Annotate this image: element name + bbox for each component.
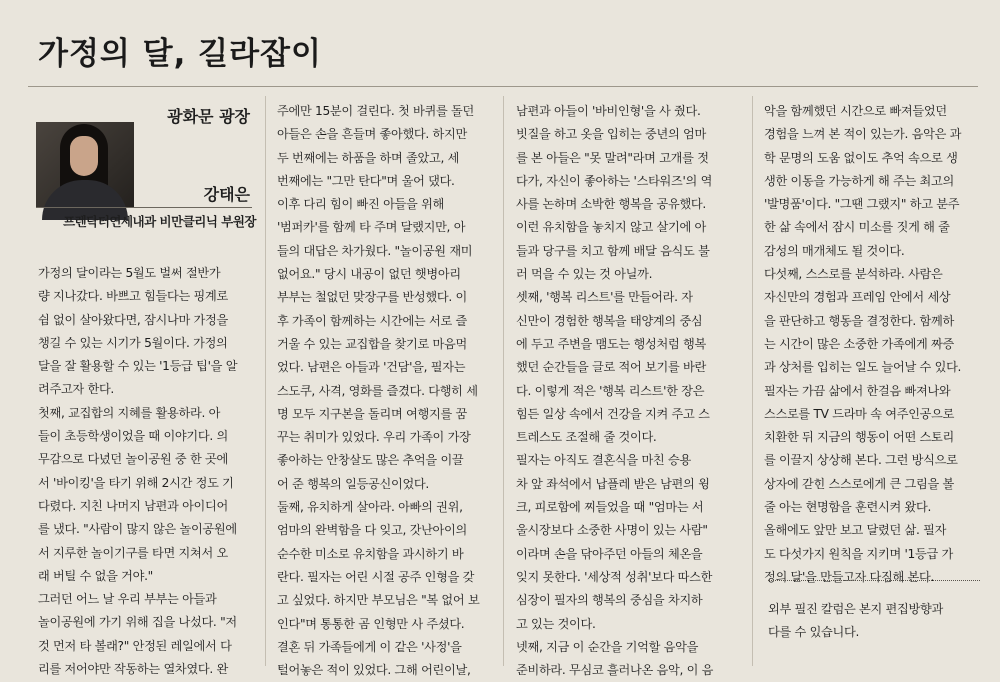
text-line: 심장이 필자의 행복의 중심을 차지하 [516,593,703,608]
text-line: 서 지루한 놀이기구를 타면 지쳐서 오 [38,545,228,560]
text-line: 이라며 손을 닦아주던 아들의 체온을 [516,546,703,561]
text-line: 줄 아는 현명함을 훈련시켜 왔다. [764,500,932,515]
text-line: 잊지 못한다. '세상적 성취'보다 따스한 [516,569,713,584]
text-line: 고 있는 것이다. [516,616,596,631]
text-line: 크, 피로함에 찌들었을 때 "엄마는 서 [516,500,704,515]
text-line: 울시장보다 소중한 사명이 있는 사람" [516,523,708,538]
text-line: 올해에도 앞만 보고 달렸던 삶. 필자 [764,523,947,538]
text-line: 서 '바이킹'을 타기 위해 2시간 정도 기 [38,475,234,490]
text-line: 꾸는 취미가 있었다. 우리 가족이 가장 [277,430,471,445]
text-line: 후 가족이 함께하는 시간에는 서로 즐 [277,313,467,328]
text-line: 스도쿠, 사격, 영화를 즐겼다. 다행히 세 [277,383,478,398]
column-divider [752,96,753,666]
article-column-4 [764,100,961,589]
text-line: 주에만 15분이 걸린다. 첫 바퀴를 돌던 [277,104,474,118]
text-line: 트레스도 조절해 줄 것이다. [516,430,657,445]
text-line: 에 두고 주변을 맴도는 행성처럼 행복 [516,336,706,351]
text-line: 둘째, 유치하게 살아라. 아빠의 권위, [277,500,463,515]
text-line: 정의 달'을 만들고자 다짐해 본다. [764,569,935,584]
text-line: 를 본 아들은 "못 말려"라며 고개를 젓 [516,150,709,165]
text-line: 다섯째, 스스로를 분석하라. 사람은 [764,267,943,282]
text-line: 생한 이동을 가능하게 해 주는 최고의 [764,173,954,188]
text-line: 과 상처를 입히는 일도 늘어날 수 있다. [764,360,962,375]
text-line: 래 버틸 수 없을 거야." [38,568,153,583]
text-line: 엄마의 완벽함을 다 잊고, 갓난아이의 [277,523,467,538]
text-line: 준비하라. 무심코 흘러나온 음악, 이 음 [516,663,714,678]
author-name: 강태은 [203,185,250,204]
text-line: 들과 당구를 치고 함께 배달 음식도 불 [516,243,710,258]
disclaimer-note [768,598,943,645]
column-divider [503,96,504,666]
text-line: 인다"며 통통한 곰 인형만 사 주셨다. [277,616,465,631]
article-title: 가정의 달, 길라잡이 [38,36,322,72]
text-line: 부부는 철없던 맞장구를 반성했다. 이 [277,290,467,305]
text-line: 악을 함께했던 시간으로 빠져들었던 [764,104,947,118]
text-line: 털어놓은 적이 있었다. 그해 어린이날, [277,663,471,678]
text-line: 그러던 어느 날 우리 부부는 아들과 [38,592,217,607]
text-line: 치환한 뒤 지금의 행동이 어떤 스토리 [764,430,954,445]
text-line: 놀이공원에 가기 위해 집을 나섰다. "저 [38,615,237,630]
text-line: 들의 대답은 차가웠다. "놀이공원 재미 [277,243,473,258]
text-line: 는 시간이 많은 소중한 가족에게 짜증 [764,336,954,351]
closing-rule [768,580,980,581]
text-line: 외부 필진 칼럼은 본지 편집방향과 [768,602,943,616]
text-line: 결혼 뒤 가족들에게 이 같은 '사정'을 [277,639,462,654]
text-line: 사를 논하며 소박한 행복을 공유했다. [516,197,706,212]
text-line: 필자는 가끔 삶에서 한걸음 빠져나와 [764,383,951,398]
text-line: 번째에는 "그만 탄다"며 울어 댔다. [277,173,455,188]
author-photo [36,122,134,208]
article-column-2 [277,100,479,682]
text-line: 려주고자 한다. [38,382,114,397]
text-line: '발명품'이다. "그땐 그랬지" 하고 분주 [764,197,960,212]
text-line: 넷째, 지금 이 순간을 기억할 음악을 [516,639,699,654]
text-line: 쉼 없이 살아왔다면, 잠시나마 가정을 [38,312,228,327]
text-line: 어 준 행복의 일등공신이었다. [277,476,429,491]
article-column-1 [38,262,237,681]
text-line: 다를 수 있습니다. [768,625,860,640]
text-line: 학 문명의 도움 없이도 추억 속으로 생 [764,150,958,165]
text-line: 챙길 수 있는 시기가 5월이다. 가정의 [38,335,228,350]
text-line: 다렸다. 지친 나머지 남편과 아이디어 [38,498,228,513]
text-line: 리를 저어야만 작동하는 열차였다. 완 [38,662,228,677]
text-line: 이런 유치함을 놓치지 않고 살기에 아 [516,220,706,235]
text-line: 을 판단하고 행동을 결정한다. 함께하 [764,313,954,328]
section-label: 광화문 광장 [167,107,250,126]
text-line: 첫째, 교집합의 지혜를 활용하라. 아 [38,405,221,420]
text-line: 량 지나갔다. 바쁘고 힘들다는 핑계로 [38,289,228,304]
text-line: 거울 수 있는 교집합을 찾기로 마음먹 [277,336,467,351]
title-rule [28,86,978,87]
text-line: 좋아하는 안창살도 많은 추억을 이끌 [277,453,464,468]
text-line: 고 싶었다. 하지만 부모님은 "복 없어 보 [277,593,480,608]
author-rule [36,207,252,208]
text-line: 경험을 느껴 본 적이 있는가. 음악은 과 [764,127,962,142]
text-line: 아들은 손을 흔들며 좋아했다. 하지만 [277,127,467,142]
text-line: 한 삶 속에서 잠시 미소를 짓게 해 줄 [764,220,950,235]
text-line: 이후 다리 힘이 빠진 아들을 위해 [277,197,445,212]
text-line: 스스로를 TV 드라마 속 여주인공으로 [764,406,955,421]
text-line: 달을 잘 활용할 수 있는 '1등급 팁'을 알 [38,359,238,374]
text-line: 들이 초등학생이었을 때 이야기다. 의 [38,429,228,444]
column-divider [265,96,266,666]
text-line: 명 모두 지구본을 돌리며 여행지를 꿈 [277,406,467,421]
text-line: 신만이 경험한 행복을 태양계의 중심 [516,313,703,328]
text-line: 를 이끌지 상상해 본다. 그런 방식으로 [764,453,958,468]
text-line: 셋째, '행복 리스트'를 만들어라. 자 [516,290,693,305]
text-line: 순수한 미소로 유치함을 과시하기 바 [277,546,464,561]
text-line: '범퍼카'를 함께 타 주며 달랬지만, 아 [277,220,466,235]
text-line: 러 먹을 수 있는 것 아닐까. [516,267,653,282]
text-line: 란다. 필자는 어린 시절 공주 인형을 갖 [277,569,475,584]
text-line: 었다. 남편은 아들과 '건담'을, 필자는 [277,360,466,375]
text-line: 자신만의 경험과 프레임 안에서 세상 [764,290,951,305]
text-line: 를 냈다. "사람이 많지 않은 놀이공원에 [38,522,237,537]
text-line: 무감으로 다녔던 놀이공원 중 한 곳에 [38,452,228,467]
text-line: 힘든 일상 속에서 건강을 지켜 주고 스 [516,406,710,421]
text-line: 다. 이렇게 적은 '행복 리스트'한 장은 [516,383,705,398]
text-line: 것 먼저 타 볼래?" 안정된 레일에서 다 [38,638,232,653]
text-line: 도 다섯가지 원칙을 지키며 '1등급 가 [764,546,953,561]
text-line: 남편과 아들이 '바비인형'을 사 줬다. [516,104,701,118]
text-line: 없어요." 당시 내공이 없던 햇병아리 [277,267,461,282]
text-line: 상자에 갇힌 스스로에게 큰 그림을 볼 [764,476,954,491]
article-column-3 [516,100,713,682]
author-title: 프렌닥터연세내과 비만클리닉 부원장 [63,214,256,229]
text-line: 가정의 달이라는 5월도 벌써 절반가 [38,266,221,280]
text-line: 두 번째에는 하품을 하며 졸았고, 세 [277,150,460,165]
text-line: 필자는 아직도 결혼식을 마친 승용 [516,453,691,468]
text-line: 빗질을 하고 옷을 입히는 중년의 엄마 [516,127,706,142]
text-line: 감성의 매개체도 될 것이다. [764,243,905,258]
text-line: 했던 순간들을 글로 적어 보기를 바란 [516,360,706,375]
text-line: 다가, 자신이 좋아하는 '스타워즈'의 역 [516,173,713,188]
text-line: 차 앞 좌석에서 납플레 받은 남편의 윙 [516,476,710,491]
